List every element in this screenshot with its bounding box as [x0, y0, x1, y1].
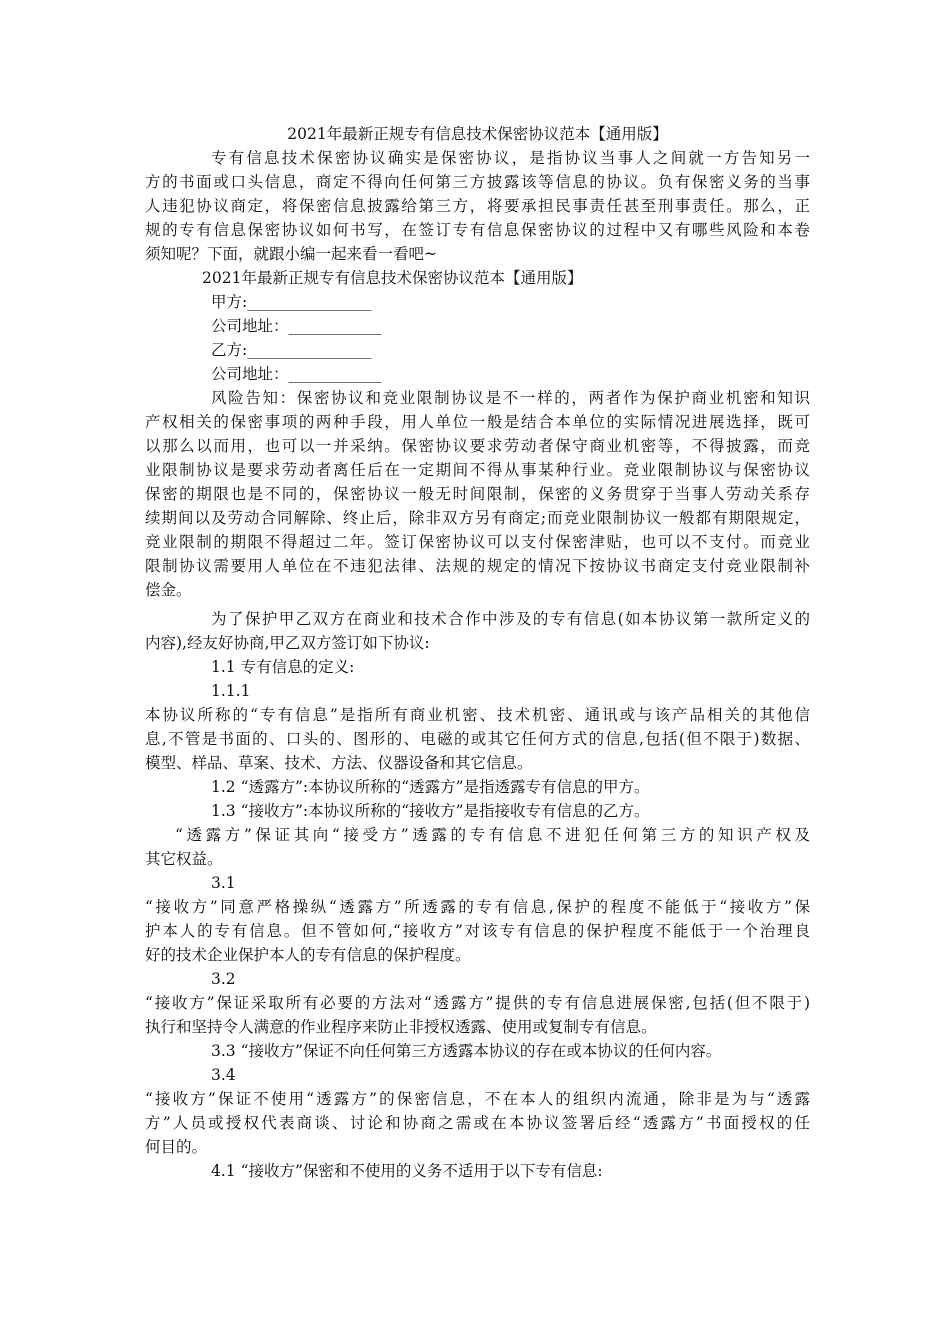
purpose-paragraph [145, 607, 810, 655]
party-b-address-field: 公司地址：____________ [211, 365, 382, 383]
clause-3-1 [145, 895, 810, 967]
clause-3-4 [145, 1087, 810, 1159]
text-line: 规的专有信息保密协议如何书写，在签订专有信息保密协议的过程中又有哪些风险和本卷 [145, 221, 810, 239]
text-line: 内容),经友好协商,甲乙双方签订如下协议: [145, 634, 430, 652]
clause-4-1: 4.1 “接收方”保密和不使用的义务不适用于以下专有信息: [211, 1162, 603, 1180]
party-a-field: 甲方:________________ [211, 293, 372, 311]
party-b-field: 乙方:________________ [211, 341, 372, 359]
text-line: 专有信息技术保密协议确实是保密协议，是指协议当事人之间就一方告知另一 [211, 149, 810, 167]
party-a-address-field: 公司地址：____________ [211, 317, 382, 335]
text-line: 以那么以而用，也可以一并采纳。保密协议要求劳动者保守商业机密等，不得披露，而竞 [145, 437, 810, 455]
intro-paragraph [145, 146, 810, 266]
section-subtitle: 2021年最新正规专有信息技术保密协议范本【通用版】 [202, 269, 583, 287]
text-line: 竞业限制的期限不得超过二年。签订保密协议可以支付保密津贴，也可以不支付。而竞业 [145, 533, 810, 551]
text-line: 人违犯协议商定，将保密信息披露给第三方，将要承担民事责任甚至刑事责任。那么，正 [145, 197, 810, 215]
text-line: “接收方”保证采取所有必要的方法对“透露方”提供的专有信息进展保密,包括(但不限于) [145, 994, 810, 1012]
clause-1-3: 1.3 “接收方”:本协议所称的“接收方”是指接收专有信息的乙方。 [211, 802, 650, 820]
text-line: 风险告知：保密协议和竞业限制协议是不一样的，两者作为保护商业机密和知识 [211, 389, 810, 407]
clause-2 [145, 823, 810, 871]
text-line: 业限制协议是要求劳动者离任后在一定期间不得从事某种行业。竞业限制协议与保密协议 [145, 461, 810, 479]
text-line: 方”人员或授权代表商谈、讨论和协商之需或在本协议签署后经“透露方”书面授权的任 [145, 1114, 810, 1132]
text-line: 本协议所称的“专有信息”是指所有商业机密、技术机密、通讯或与该产品相关的其他信 [145, 706, 810, 724]
section-heading-1-1: 1.1 专有信息的定义: [211, 658, 355, 676]
party-fields [145, 290, 810, 386]
text-line: 产权相关的保密事项的两种手段，用人单位一般是结合本单位的实际情况进展选择，既可 [145, 413, 810, 431]
clause-1-2: 1.2 “透露方”:本协议所称的“透露方”是指透露专有信息的甲方。 [211, 778, 650, 796]
text-line: 模型、样品、草案、技术、方法、仪器设备和其它信息。 [145, 754, 533, 772]
clause-3-2 [145, 991, 810, 1039]
text-line: 好的技术企业保护本人的专有信息的保护程度。 [145, 946, 471, 964]
text-line: “透露方”保证其向“接受方”透露的专有信息不进犯任何第三方的知识产权及 [175, 826, 810, 844]
text-line: “接收方”同意严格操纵“透露方”所透露的专有信息,保护的程度不能低于“接收方”保 [145, 898, 810, 916]
text-line: 方的书面或口头信息，商定不得向任何第三方披露该等信息的协议。负有保密义务的当事 [145, 173, 810, 191]
clause-number-3-4: 3.4 [211, 1066, 236, 1084]
clause-3-3: 3.3 “接收方”保证不向任何第三方透露本协议的存在或本协议的任何内容。 [211, 1042, 722, 1060]
text-line: 执行和坚持令人满意的作业程序来防止非授权透露、使用或复制专有信息。 [145, 1018, 657, 1036]
clause-number-1-1-1: 1.1.1 [211, 682, 251, 700]
text-line: 息,不管是书面的、口头的、图形的、电磁的或其它任何方式的信息,包括(但不限于)数据、 [145, 730, 810, 748]
text-line: 须知呢？下面，就跟小编一起来看一看吧~ [145, 245, 437, 263]
text-line: 偿金。 [145, 581, 192, 599]
text-line: 限制协议需要用人单位在不违犯法律、法规的规定的情况下按协议书商定支付竞业限制补 [145, 557, 810, 575]
clause-1-1-1 [145, 703, 810, 775]
risk-notice-paragraph [145, 386, 810, 602]
document-page [145, 122, 810, 1183]
text-line: 其它权益。 [145, 850, 223, 868]
text-line: 为了保护甲乙双方在商业和技术合作中涉及的专有信息(如本协议第一款所定义的 [211, 610, 810, 628]
clause-number-3-1: 3.1 [211, 874, 236, 892]
text-line: 保密的期限也是不同的，保密协议一般无时间限制，保密的义务贯穿于当事人劳动关系存 [145, 485, 810, 503]
text-line: “接收方”保证不使用“透露方”的保密信息，不在本人的组织内流通，除非是为与“透露 [145, 1090, 810, 1108]
text-line: 续期间以及劳动合同解除、终止后，除非双方另有商定;而竞业限制协议一般都有期限规定， [145, 509, 810, 527]
text-line: 护本人的专有信息。但不管如何,“接收方”对该专有信息的保护程度不能低于一个治理良 [145, 922, 810, 940]
text-line: 何目的。 [145, 1138, 208, 1156]
document-title: 2021年最新正规专有信息技术保密协议范本【通用版】 [287, 125, 668, 143]
clause-number-3-2: 3.2 [211, 970, 236, 988]
